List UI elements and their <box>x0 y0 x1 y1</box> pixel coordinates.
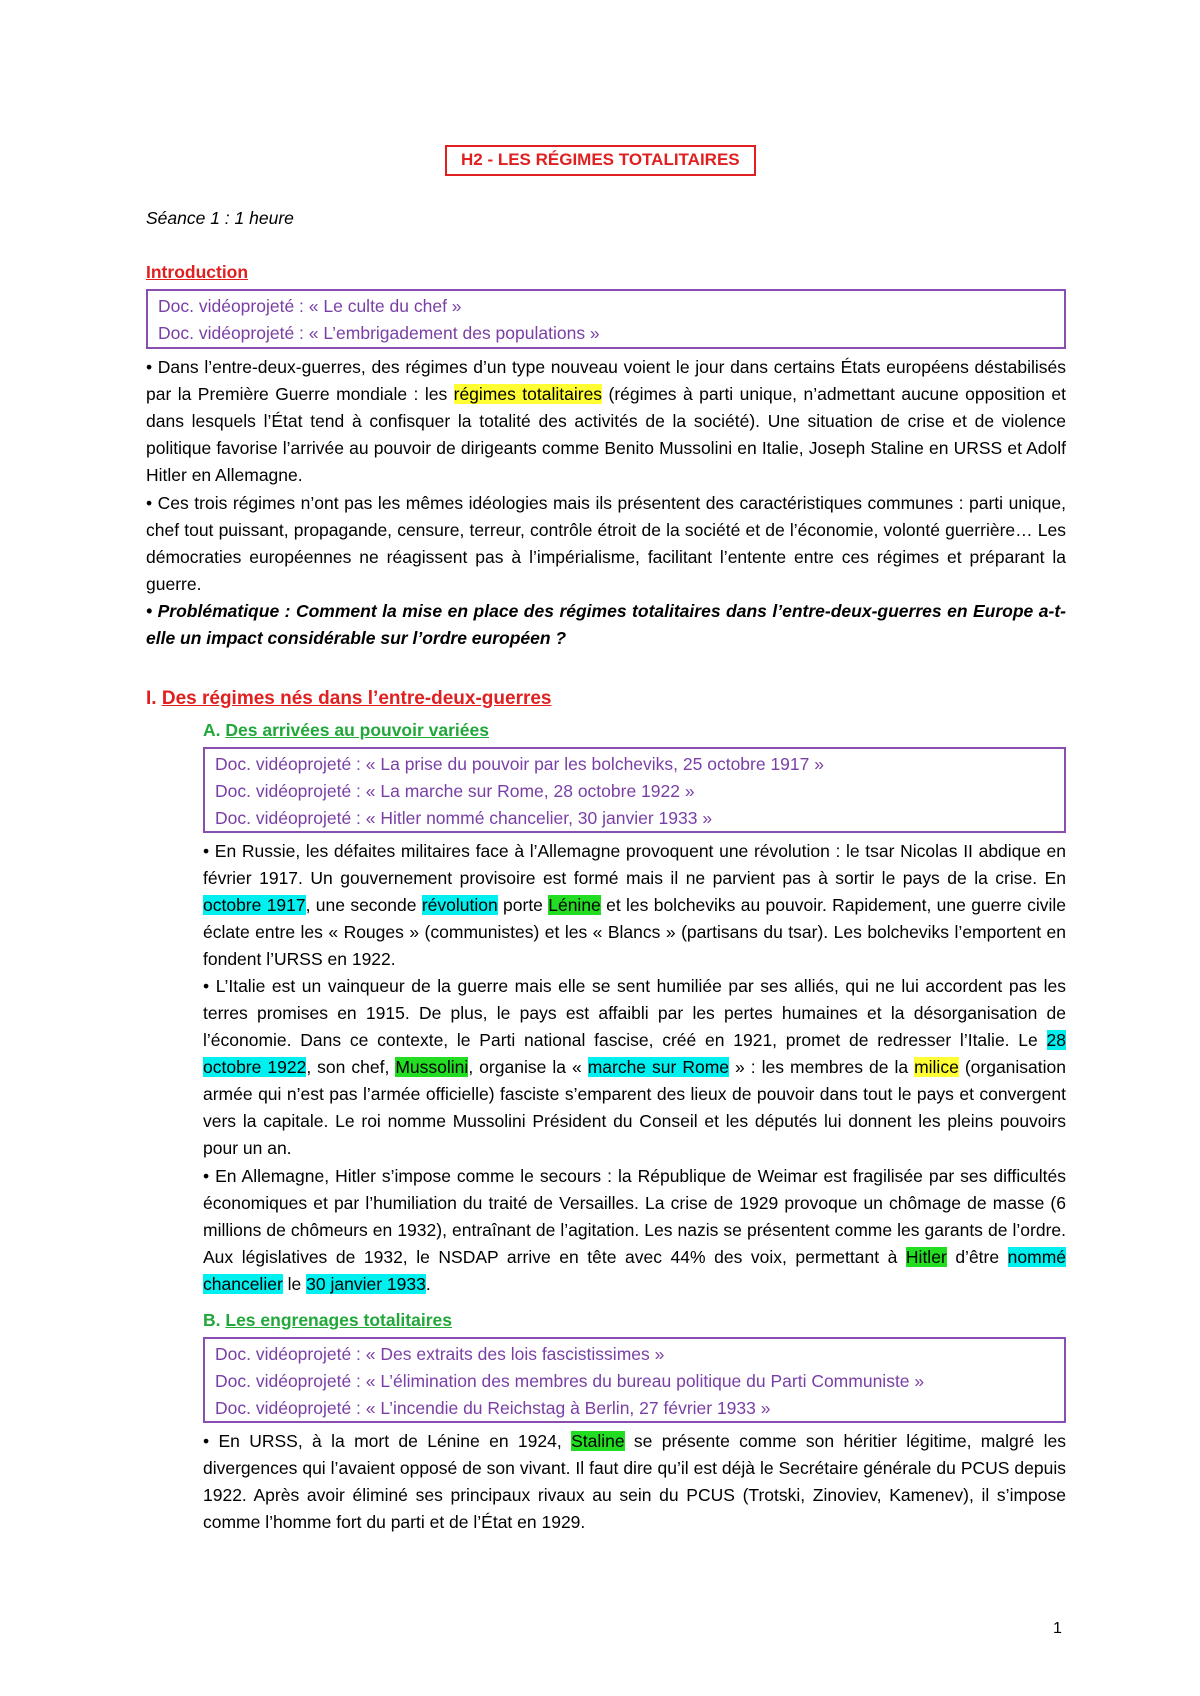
doc-reference: Doc. vidéoprojeté : « Hitler nommé chancelier, 30 janvier 1933 » <box>215 808 713 828</box>
intro-paragraph-2: • Ces trois régimes n’ont pas les mêmes idéologies mais ils présentent des caractéristiques communes : parti unique, chef tout puissant, propagande, censure, terreur, contrôle étroit de la société et de l’économie, volonté guerrière… Les démocraties européennes ne réagissent pas à l’impérialisme, facilitant l’entente entre ces régimes et préparant la guerre. <box>146 493 1066 594</box>
highlight-term: marche sur Rome <box>587 1057 730 1077</box>
doc-reference: Doc. vidéoprojeté : « L’incendie du Reichstag à Berlin, 27 février 1933 » <box>215 1398 771 1418</box>
highlight-term: milice <box>914 1057 959 1077</box>
document-title: H2 - LES RÉGIMES TOTALITAIRES <box>445 145 756 176</box>
doc-reference: Doc. vidéoprojeté : « La marche sur Rome, 28 octobre 1922 » <box>215 781 695 801</box>
italy-paragraph: • L’Italie est un vainqueur de la guerre mais elle se sent humiliée par ses alliés, qui ne lui accordent pas les terres promises en 1915. De plus, le pays est affaibli par les pertes humaines et la désorganisation de l’économie. Dans ce contexte, le Parti national fascise, créé en 1921, promet de redresser l’Italie. Le 28 octobre 1922, son chef, Mussolini, organise la « marche sur Rome » : les membres de la milice (organisation armée qui n’est pas l’armée officielle) fasciste s’emparent des lieux de pouvoir dans tout le pays et convergent vers la capitale. Le roi nomme Mussolini Président du Conseil et les députés lui donnent les pleins pouvoirs pour un an. <box>203 976 1066 1158</box>
intro-paragraph-1: • Dans l’entre-deux-guerres, des régimes d’un type nouveau voient le jour dans certains États européens déstabilisés par la Première Guerre mondiale : les régimes totalitaires (régimes à parti unique, n’admettant aucune opposition et dans lesquels l’État tend à confisquer la totalité des activités de la société). Une situation de crise et de violence politique favorise l’arrivée au pouvoir de dirigeants comme Benito Mussolini en Italie, Joseph Staline en URSS et Adolf Hitler en Allemagne. <box>146 357 1066 485</box>
introduction-heading: Introduction <box>146 262 249 282</box>
subsection-heading-a: A. Des arrivées au pouvoir variées <box>203 720 489 740</box>
highlight-date: 28 octobre 1922 <box>203 1030 1066 1077</box>
problematique: • Problématique : Comment la mise en place des régimes totalitaires dans l’entre-deux-guerres en Europe a-t-elle un impact considérable sur l’ordre européen ? <box>146 601 1066 648</box>
section-heading-1: I. Des régimes nés dans l’entre-deux-guerres <box>146 688 552 709</box>
urss-paragraph: • En URSS, à la mort de Lénine en 1924, Staline se présente comme son héritier légitime, malgré les divergences qui l’avaient opposé de son vivant. Il faut dire qu’il est déjà le Secrétaire générale du PCUS depuis 1922. Après avoir éliminé ses principaux rivaux au sein du PCUS (Trotski, Zinoviev, Kamenev), il s’impose comme l’homme fort du parti et de l’État en 1929. <box>203 1431 1066 1532</box>
highlight-date: 30 janvier 1933 <box>306 1274 426 1294</box>
doc-reference: Doc. vidéoprojeté : « Le culte du chef » <box>158 296 462 316</box>
highlight-person: Hitler <box>905 1247 947 1267</box>
doc-reference: Doc. vidéoprojeté : « L’embrigadement des populations » <box>158 323 600 343</box>
subsection-heading-b: B. Les engrenages totalitaires <box>203 1310 452 1330</box>
highlight-date: octobre 1917 <box>203 895 306 915</box>
doc-reference: Doc. vidéoprojeté : « L’élimination des membres du bureau politique du Parti Communiste » <box>215 1371 925 1391</box>
doc-reference: Doc. vidéoprojeté : « La prise du pouvoir par les bolcheviks, 25 octobre 1917 » <box>215 754 824 774</box>
highlight-term: régimes totalitaires <box>453 384 603 404</box>
highlight-person: Mussolini <box>395 1057 469 1077</box>
highlight-person: Lénine <box>548 895 601 915</box>
session-duration: Séance 1 : 1 heure <box>146 208 294 228</box>
section-b-docs-box <box>203 1337 1066 1423</box>
germany-paragraph: • En Allemagne, Hitler s’impose comme le secours : la République de Weimar est fragilisée par ses difficultés économiques et par l’humiliation du traité de Versailles. La crise de 1929 provoque un chômage de masse (6 millions de chômeurs en 1932), entraînant de l’agitation. Les nazis se présentent comme les garants de l’ordre. Aux législatives de 1932, le NSDAP arrive en tête avec 44% des voix, permettant à Hitler d’être nommé chancelier le 30 janvier 1933. <box>203 1166 1067 1294</box>
russia-paragraph: • En Russie, les défaites militaires face à l’Allemagne provoquent une révolution : le tsar Nicolas II abdique en février 1917. Un gouvernement provisoire est formé mais il ne parvient pas à sortir le pays de la crise. En octobre 1917, une seconde révolution porte Lénine et les bolcheviks au pouvoir. Rapidement, une guerre civile éclate entre les « Rouges » (communistes) et les « Blancs » (partisans du tsar). Les bolcheviks l’emportent en fondent l’URSS en 1922. <box>203 841 1066 969</box>
highlight-term: nommé chancelier <box>203 1247 1067 1294</box>
page-number: 1 <box>1053 1620 1062 1637</box>
intro-docs-box <box>146 289 1066 349</box>
highlight-person: Staline <box>571 1431 625 1451</box>
doc-reference: Doc. vidéoprojeté : « Des extraits des lois fascistissimes » <box>215 1344 665 1364</box>
highlight-term: révolution <box>421 895 498 915</box>
section-a-docs-box <box>203 747 1066 833</box>
